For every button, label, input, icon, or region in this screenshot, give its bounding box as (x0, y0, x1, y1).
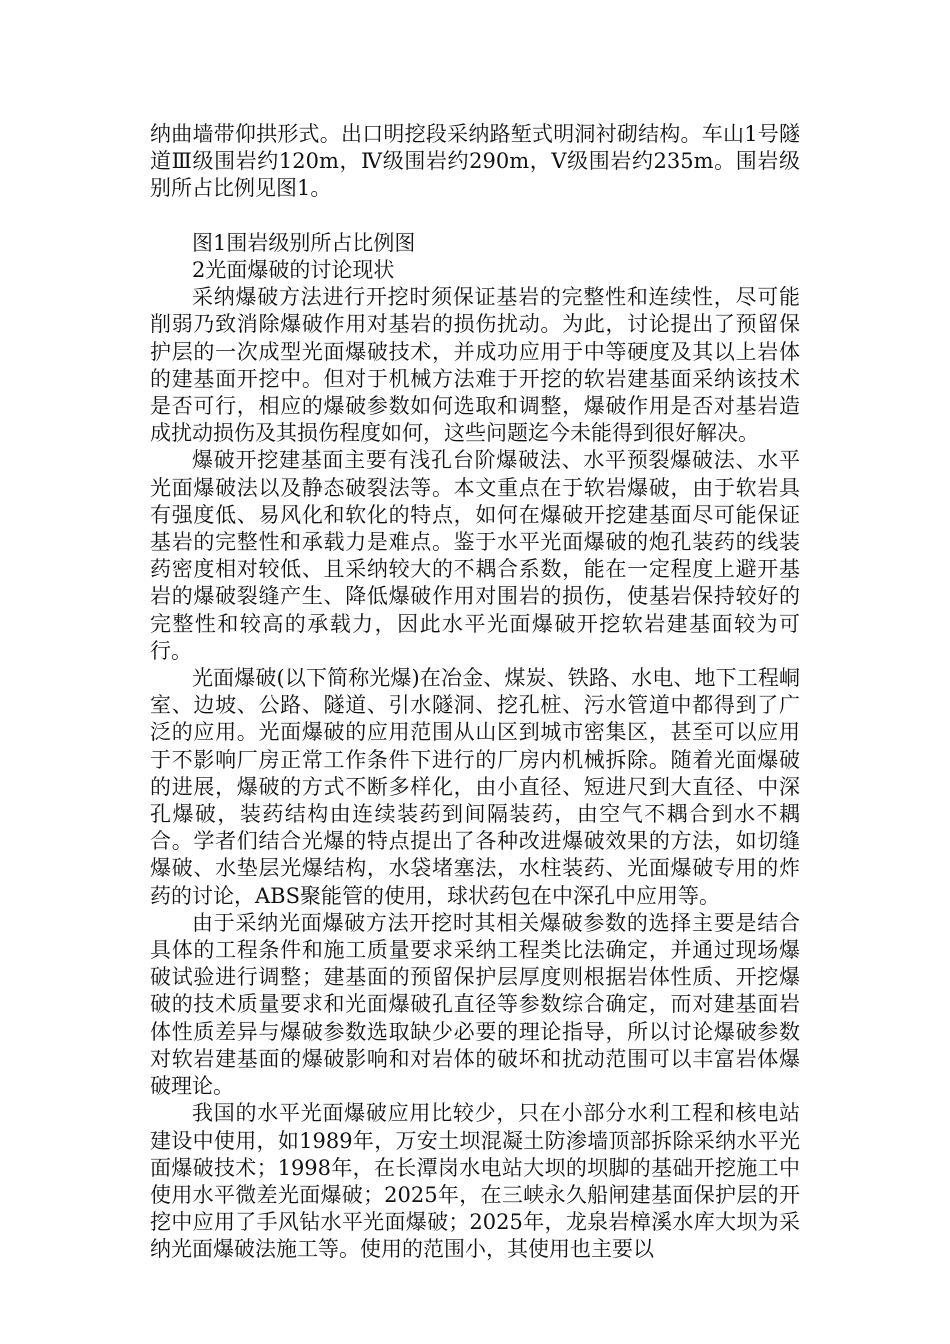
blank-line (150, 203, 800, 230)
body-paragraph-5: 我国的水平光面爆破应用比较少，只在小部分水利工程和核电站建设中使用，如1989年，万安土坝混凝土防渗墙顶部拆除采纳水平光面爆破技术；1998年，在长潭岗水电站大坝的坝脚的基础开挖施工中使用水平微差光面爆破；2025年，在三峡永久船闸建基面保护层的开挖中应用了手风钻水平光面爆破；2025年，龙泉岩樟溪水库大坝为采纳光面爆破法施工等。使用的范围小，其使用也主要以 (150, 1101, 800, 1262)
document-page (150, 121, 800, 1264)
lead-paragraph: 纳曲墙带仰拱形式。出口明挖段采纳路堑式明洞衬砌结构。车山1号隧道Ⅲ级围岩约120m，Ⅳ级围岩约290m，Ⅴ级围岩约235m。围岩级别所占比例见图1。 (150, 122, 800, 201)
figure-caption: 图1围岩级别所占比例图 (192, 230, 416, 255)
body-paragraph-4: 由于采纳光面爆破方法开挖时其相关爆破参数的选择主要是结合具体的工程条件和施工质量要求采纳工程类比法确定，并通过现场爆破试验进行调整；建基面的预留保护层厚度则根据岩体性质、开挖爆破的技术质量要求和光面爆破孔直径等参数综合确定，而对建基面岩体性质差异与爆破参数选取缺少必要的理论指导，所以讨论爆破参数对软岩建基面的爆破影响和对岩体的破坏和扰动范围可以丰富岩体爆破理论。 (150, 910, 800, 1099)
body-paragraph-1: 采纳爆破方法进行开挖时须保证基岩的完整性和连续性，尽可能削弱乃致消除爆破作用对基岩的损伤扰动。为此，讨论提出了预留保护层的一次成型光面爆破技术，并成功应用于中等硬度及其以上岩体的建基面开挖中。但对于机械方法难于开挖的软岩建基面采纳该技术是否可行，相应的爆破参数如何选取和调整，爆破作用是否对基岩造成扰动损伤及其损伤程度如何，这些问题迄今未能得到很好解决。 (150, 285, 800, 446)
body-paragraph-3: 光面爆破(以下简称光爆)在冶金、煤炭、铁路、水电、地下工程峒室、边坡、公路、隧道、引水隧洞、挖孔桩、污水管道中都得到了广泛的应用。光面爆破的应用范围从山区到城市密集区，甚至可以应用于不影响厂房正常工作条件下进行的厂房内机械拆除。随着光面爆破的进展，爆破的方式不断多样化，由小直径、短进尺到大直径、中深孔爆破，装药结构由连续装药到间隔装药，由空气不耦合到水不耦合。学者们结合光爆的特点提出了各种改进爆破效果的方法，如切缝爆破、水垫层光爆结构，水袋堵塞法，水柱装药、光面爆破专用的炸药的讨论，ABS聚能管的使用，球状药包在中深孔中应用等。 (150, 666, 800, 908)
section-heading: 2光面爆破的讨论现状 (192, 258, 395, 282)
body-paragraph-2: 爆破开挖建基面主要有浅孔台阶爆破法、水平预裂爆破法、水平光面爆破法以及静态破裂法等。本文重点在于软岩爆破，由于软岩具有强度低、易风化和软化的特点，如何在爆破开挖建基面尽可能保证基岩的完整性和承载力是难点。鉴于水平光面爆破的炮孔装药的线装药密度相对较低、且采纳较大的不耦合系数，能在一定程度上避开基岩的爆破裂缝产生、降低爆破作用对围岩的损伤，使基岩保持较好的完整性和较高的承载力，因此水平光面爆破开挖软岩建基面较为可行。 (150, 448, 800, 663)
